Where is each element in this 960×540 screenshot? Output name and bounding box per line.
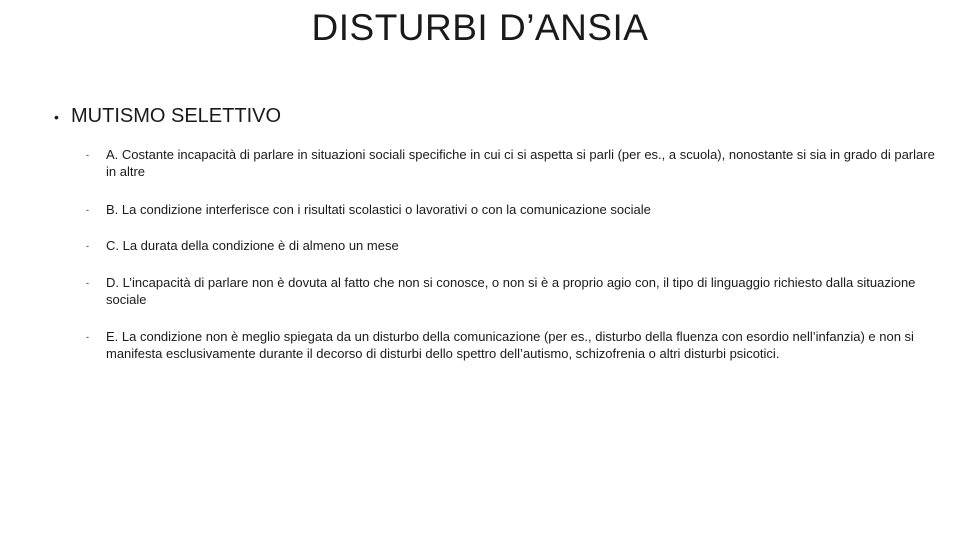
criterion-b	[86, 201, 936, 219]
criterion-text: B. La condizione interferisce con i risultati scolastici o lavorativi o con la comunicazione sociale	[106, 202, 651, 217]
criterion-text: D. L’incapacità di parlare non è dovuta al fatto che non si conosce, o non si è a proprio agio con, il tipo di linguaggio richiesto dalla situazione sociale	[106, 275, 916, 307]
criterion-text: C. La durata della condizione è di almeno un mese	[106, 238, 399, 253]
section-item	[54, 103, 281, 129]
dash-bullet-icon: -	[86, 205, 89, 215]
criterion-e	[86, 328, 936, 362]
dash-bullet-icon: -	[86, 278, 89, 288]
criterion-a	[86, 146, 936, 180]
bullet-icon: •	[54, 109, 59, 125]
dash-bullet-icon: -	[86, 150, 89, 160]
criterion-c	[86, 237, 936, 255]
section-heading: MUTISMO SELETTIVO	[71, 105, 282, 127]
criterion-text: A. Costante incapacità di parlare in situazioni sociali specifiche in cui ci si aspetta si parli (per es., a scuola), nonostante si sia in grado di parlare in altre	[106, 147, 935, 179]
slide-title: DISTURBI D’ANSIA	[311, 7, 649, 48]
dash-bullet-icon: -	[86, 241, 89, 251]
criterion-d	[86, 274, 936, 308]
criterion-text: E. La condizione non è meglio spiegata da un disturbo della comunicazione (per es., disturbo della fluenza con esordio nell’infanzia) e non si manifesta esclusivamente durante il decorso di disturbi dello spettro dell’autismo, schizofrenia o altri disturbi psicotici.	[106, 329, 914, 361]
dash-bullet-icon: -	[86, 332, 89, 342]
